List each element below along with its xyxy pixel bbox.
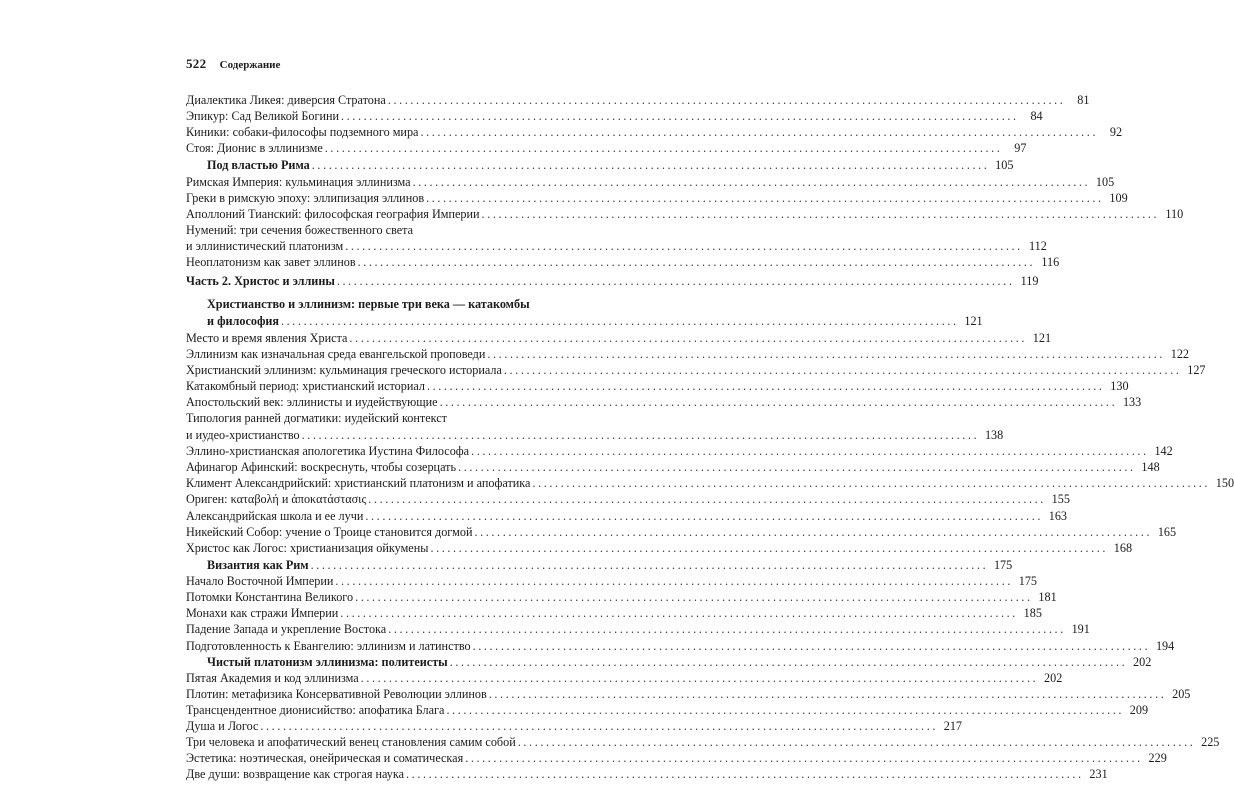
toc-entry <box>186 254 1060 270</box>
page-number: 522 <box>186 56 207 71</box>
toc-page-number: 175 <box>1018 574 1037 588</box>
dot-leader: ........................................................................................................................ <box>365 509 1043 523</box>
toc-page-number: 121 <box>1032 331 1052 345</box>
toc-entry <box>186 686 1191 702</box>
toc-page-number: 229 <box>1148 751 1167 765</box>
toc-entry-title: Падение Запада и укрепление Востока <box>186 622 387 636</box>
toc-entry-title: Под властью Рима <box>207 158 310 172</box>
toc-page-number: 231 <box>1089 767 1108 781</box>
toc-section-heading <box>207 557 1013 573</box>
toc-entry <box>186 540 1133 556</box>
toc-page-number: 138 <box>984 428 1004 442</box>
toc-page-number: 181 <box>1038 590 1057 604</box>
toc-section-heading <box>186 273 1039 289</box>
toc-page-number: 194 <box>1155 639 1175 653</box>
toc-page-number: 175 <box>993 558 1013 572</box>
toc-entry-title: Никейский Собор: учение о Троице становится догмой <box>186 525 473 539</box>
toc-entry-title: Пятая Академия и код эллинизма <box>186 671 359 685</box>
toc-page-number: 150 <box>1215 476 1234 490</box>
toc-section-heading <box>207 654 1152 670</box>
toc-page-number: 130 <box>1110 379 1129 393</box>
toc-page-number: 185 <box>1023 606 1042 620</box>
toc-page-number: 84 <box>1030 109 1043 123</box>
toc-entry <box>186 491 1070 507</box>
toc-page-number: 110 <box>1165 207 1184 221</box>
toc-entry-title: Место и время явления Христа <box>186 331 348 345</box>
toc-entry-title: Потомки Константина Великого <box>186 590 354 604</box>
toc-entry-title: Начало Восточной Империи <box>186 574 334 588</box>
toc-entry <box>186 605 1042 621</box>
toc-page-number: 121 <box>964 314 983 328</box>
toc-entry <box>186 475 1234 491</box>
toc-entry <box>186 362 1206 378</box>
toc-page-number: 202 <box>1044 671 1063 685</box>
toc-page-number: 97 <box>1014 141 1027 155</box>
toc-page-number: 81 <box>1077 93 1090 107</box>
toc-entry-title: Типология ранней догматики: иудейский контекст <box>186 411 447 425</box>
toc-entry-title: Эстетика: ноэтическая, онейрическая и соматическая <box>186 751 464 765</box>
dot-leader: ........................................................................................................................ <box>439 395 1118 409</box>
dot-leader: ........................................................................................................................ <box>412 175 1091 189</box>
toc-entry-title: Три человека и апофатический венец становления самим собой <box>186 735 516 749</box>
toc-entry <box>186 394 1142 410</box>
dot-leader: ........................................................................................................................ <box>340 606 1018 620</box>
dot-leader: ........................................................................................................................ <box>360 671 1039 685</box>
dot-leader: ........................................................................................................................ <box>474 525 1153 539</box>
toc-entry-title: Афинагор Афинский: воскреснуть, чтобы созерцать <box>186 460 457 474</box>
toc-entry-title: Стоя: Дионис в эллинизме <box>186 141 323 155</box>
toc-entry-title: Подготовленность к Евангелию: эллинизм и латинство <box>186 639 471 653</box>
dot-leader: ........................................................................................................................ <box>368 492 1046 506</box>
toc-entry <box>186 206 1184 222</box>
toc-entry-title: Две души: возвращение как строгая наука <box>186 767 405 781</box>
toc-entry <box>186 238 1047 254</box>
dot-leader: ........................................................................................................................ <box>420 125 1099 139</box>
toc-entry <box>186 108 1043 124</box>
toc-page-number: 217 <box>943 719 962 733</box>
toc-entry <box>186 702 1149 718</box>
dot-leader: ........................................................................................................................ <box>336 274 1015 288</box>
dot-leader: ........................................................................................................................ <box>345 239 1023 253</box>
toc-page-number: 209 <box>1129 703 1149 717</box>
dot-leader: ........................................................................................................................ <box>517 735 1196 749</box>
dot-leader: ........................................................................................................................ <box>301 428 980 442</box>
toc-entry-title: Нумений: три сечения божественного света <box>186 223 414 237</box>
toc-section-heading <box>207 296 603 312</box>
dot-leader: ........................................................................................................................ <box>532 476 1211 490</box>
toc-entry-title: Христианство и эллинизм: первые три века — катакомбы <box>207 297 530 311</box>
toc-entry <box>186 718 962 734</box>
toc-entry-title: Часть 2. Христос и эллины <box>186 274 335 288</box>
page-title: Содержание <box>219 59 281 71</box>
toc-section-heading <box>207 313 983 329</box>
dot-leader: ........................................................................................................................ <box>471 444 1149 458</box>
dot-leader: ........................................................................................................................ <box>387 93 1066 107</box>
toc-entry-title: Христианский эллинизм: кульминация греческого историала <box>186 363 502 377</box>
running-header <box>186 56 280 72</box>
toc-page-number: 191 <box>1071 622 1090 636</box>
toc-entry <box>186 222 603 238</box>
dot-leader: ........................................................................................................................ <box>488 687 1167 701</box>
dot-leader: ........................................................................................................................ <box>458 460 1136 474</box>
toc-page-number: 109 <box>1109 191 1128 205</box>
dot-leader: ........................................................................................................................ <box>260 719 938 733</box>
toc-entry-title: Эпикур: Сад Великой Богини <box>186 109 340 123</box>
toc-page-number: 133 <box>1122 395 1142 409</box>
toc-entry-title: Душа и Логос <box>186 719 259 733</box>
toc-entry-title: Трансцендентное дионисийство: апофатика Блага <box>186 703 445 717</box>
toc-page-number: 165 <box>1157 525 1177 539</box>
dot-leader: ........................................................................................................................ <box>335 574 1013 588</box>
toc-entry <box>186 766 1108 782</box>
dot-leader: ........................................................................................................................ <box>281 314 959 328</box>
dot-leader: ........................................................................................................................ <box>481 207 1160 221</box>
dot-leader: ........................................................................................................................ <box>449 655 1128 669</box>
toc-entry <box>186 734 1220 750</box>
toc-entry-title: Чистый платонизм эллинизма: политеисты <box>207 655 448 669</box>
toc-page-number: 202 <box>1133 655 1152 669</box>
toc-entry <box>186 459 1160 475</box>
toc-page-number: 119 <box>1020 274 1039 288</box>
toc-entry <box>186 621 1090 637</box>
dot-leader: ........................................................................................................................ <box>349 331 1028 345</box>
toc-entry-title: Монахи как стражи Империи <box>186 606 339 620</box>
toc-entry <box>186 92 1090 108</box>
toc-page-number: 127 <box>1187 363 1206 377</box>
toc-page-number: 116 <box>1041 255 1060 269</box>
toc-page-number: 122 <box>1170 347 1189 361</box>
toc-page-number: 225 <box>1201 735 1220 749</box>
dot-leader: ........................................................................................................................ <box>446 703 1125 717</box>
toc-page-number: 105 <box>1095 175 1115 189</box>
toc-entry-title: и иудео-христианство <box>186 428 300 442</box>
toc-entry-title: Катакомбный период: христианский историал <box>186 379 425 393</box>
toc-page-number: 205 <box>1172 687 1191 701</box>
toc-page-number: 112 <box>1028 239 1047 253</box>
dot-leader: ........................................................................................................................ <box>355 590 1033 604</box>
toc-entry-title: Христос как Логос: христианизация ойкумены <box>186 541 429 555</box>
dot-leader: ........................................................................................................................ <box>357 255 1036 269</box>
toc-entry <box>186 124 1123 140</box>
toc-entry-title: Греки в римскую эпоху: эллипизация эллинов <box>186 191 425 205</box>
dot-leader: ........................................................................................................................ <box>430 541 1109 555</box>
toc-page-number: 142 <box>1154 444 1173 458</box>
dot-leader: ........................................................................................................................ <box>341 109 1019 123</box>
toc-page-number: 105 <box>995 158 1014 172</box>
dot-leader: ........................................................................................................................ <box>487 347 1165 361</box>
toc-entry-title: Аполлоний Тианский: философская география Империи <box>186 207 480 221</box>
toc-page-number: 168 <box>1113 541 1133 555</box>
toc-page-number: 155 <box>1051 492 1070 506</box>
toc-entry <box>186 140 1027 156</box>
dot-leader: ........................................................................................................................ <box>503 363 1182 377</box>
toc-entry-title: Ориген: καταβολή и ἀποκατάστασις <box>186 492 367 506</box>
dot-leader: ........................................................................................................................ <box>311 158 990 172</box>
dot-leader: ........................................................................................................................ <box>310 558 989 572</box>
dot-leader: ........................................................................................................................ <box>465 751 1143 765</box>
toc-entry <box>186 410 603 426</box>
toc-entry-title: Неоплатонизм как завет эллинов <box>186 255 356 269</box>
toc-entry <box>186 670 1063 686</box>
toc-entry-title: Киники: собаки-философы подземного мира <box>186 125 419 139</box>
toc-page-number: 163 <box>1048 509 1067 523</box>
dot-leader: ........................................................................................................................ <box>472 639 1151 653</box>
toc-entry-title: Византия как Рим <box>207 558 309 572</box>
toc-entry-title: Плотин: метафизика Консервативной Революции эллинов <box>186 687 487 701</box>
toc-entry-title: Римская Империя: кульминация эллинизма <box>186 175 411 189</box>
toc-entry-title: и философия <box>207 314 280 328</box>
toc-entry-title: Эллинизм как изначальная среда евангельской проповеди <box>186 347 486 361</box>
toc-entry <box>186 573 1037 589</box>
dot-leader: ........................................................................................................................ <box>406 767 1084 781</box>
toc-entry-title: Апостольский век: эллинисты и иудействующие <box>186 395 438 409</box>
toc-entry <box>186 330 1052 346</box>
toc-entry <box>186 589 1057 605</box>
toc-entry <box>186 443 1173 459</box>
toc-entry <box>186 638 1175 654</box>
toc-page-number: 92 <box>1109 125 1123 139</box>
toc-entry-title: Эллино-христианская апологетика Иустина Философа <box>186 444 470 458</box>
toc-entry <box>186 508 1067 524</box>
toc-entry <box>186 346 1189 362</box>
toc-entry-title: Александрийская школа и ее лучи <box>186 509 364 523</box>
toc-page-number: 148 <box>1141 460 1160 474</box>
toc-entry <box>186 378 1129 394</box>
toc-entry <box>186 427 1004 443</box>
dot-leader: ........................................................................................................................ <box>426 191 1104 205</box>
toc-entry-title: Диалектика Ликея: диверсия Стратона <box>186 93 386 107</box>
dot-leader: ........................................................................................................................ <box>324 141 1003 155</box>
dot-leader: ........................................................................................................................ <box>388 622 1066 636</box>
toc-section-heading <box>207 157 1014 173</box>
toc-entry <box>186 190 1128 206</box>
toc-entry <box>186 524 1177 540</box>
toc-entry-title: и эллинистический платонизм <box>186 239 344 253</box>
dot-leader: ........................................................................................................................ <box>426 379 1105 393</box>
toc-entry-title: Климент Александрийский: христианский платонизм и апофатика <box>186 476 531 490</box>
toc-entry <box>186 174 1115 190</box>
toc-entry <box>186 750 1167 766</box>
